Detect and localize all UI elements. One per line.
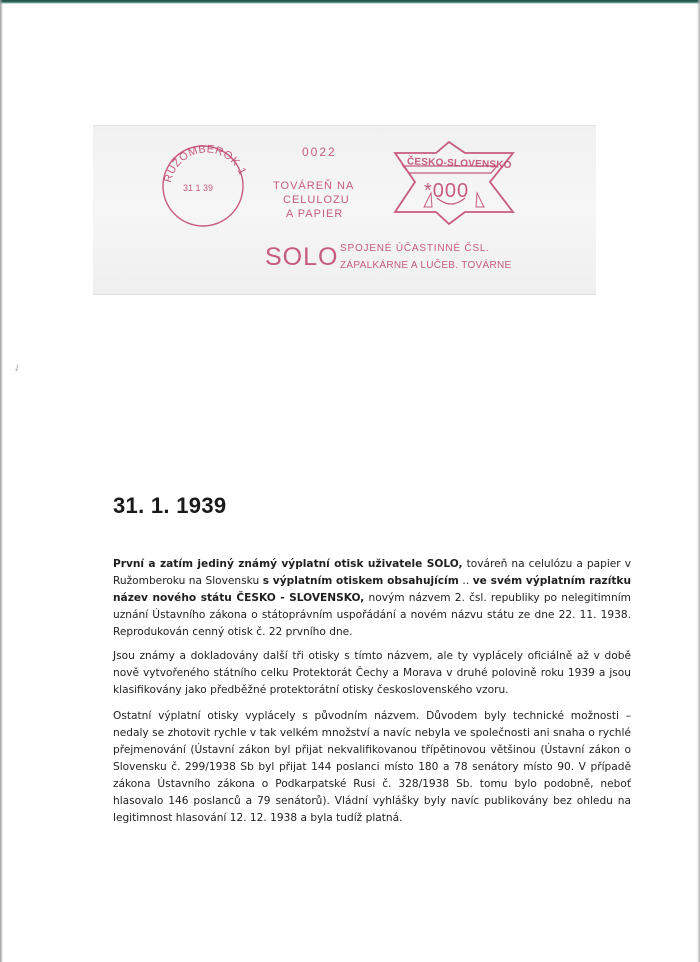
scan-mark: ✓ (12, 362, 24, 376)
factory-line-2: CELULOZU (283, 194, 350, 206)
postmark-date: 31 1 39 (183, 183, 214, 193)
scan-top-edge (0, 0, 700, 4)
p1-bold-state-name: ve svém výplatním razítku název nového státu ČESKO - SLOVENSKO, (113, 575, 631, 604)
paragraph-other-imprints: Jsou známy a dokladovány další tři otisky s tímto názvem, ale ty vyplácely oficiálně až v době nově vytvořeného státního celku Protektorát Čechy a Morava v druhé polovině roku 1939 a jsou klasifikovány jako předběžné protektorátní otisky československého vzoru. (113, 650, 631, 696)
meter-number: 0022 (302, 145, 337, 159)
stamp-value: *000 (424, 180, 470, 202)
meter-stamp-impression (93, 126, 596, 294)
postmark-town: RUŽOMBEROK 1 (162, 143, 249, 184)
p1-bold-intro: První a zatím jediný známý výplatní otisk uživatele SOLO, (113, 558, 463, 570)
paragraph-first-imprint (113, 556, 631, 641)
p1-rest-text: novým názvem 2. čsl. republiky po nelegitimním uznání Ústavního zákona o státoprávním uspořádání a novém názvu státu ze dne 22. 11. 1938. Reprodukován cenný otisk č. 22 prvního dne. (113, 592, 631, 638)
svg-text:RUŽOMBEROK 1 (162, 143, 248, 183)
stamp-country: ČESKO-SLOVENSKO (406, 156, 512, 172)
company-logo: SOLO (265, 243, 339, 271)
meter-stamp-strip (93, 125, 596, 295)
scan-left-edge (0, 0, 3, 962)
paragraph-original-name: Ostatní výplatní otisky vyplácely s původním názvem. Důvodem byly technické možnosti – nedaly se zhotovit rychle v tak velkém množství a navíc nebyla ve společnosti ani snaha o rychlé přejmenování (Ústavní zákon byl přijat nekvalifikovanou třípětinovou většinou (Ústavní zákon o Slovensku č. 299/1938 Sb byl přijat 144 poslanci místo 180 a 78 senátory místo 90. V případě zákona Ústavního zákona o Podkarpatské Rusi č. 328/1938 Sb. tomu bylo podobně, neboť hlasovalo 146 poslanců a 79 senátorů). Vládní vyhlášky byly navíc publikovány bez ohledu na legitimnost hlasování 12. 12. 1938 a byla tudíž platná. (113, 710, 631, 824)
factory-line-1: TOVÁREŇ NA (273, 180, 355, 192)
p1-user-text: továreň na celulózu a papier v Ružomberoku na Slovensku (113, 558, 631, 587)
company-line-1: SPOJENÉ ÚČASTINNÉ ČSL. (340, 243, 490, 254)
company-line-2: ZÁPALKÁRNE A LUČEB. TOVÁRNE (340, 260, 512, 271)
p1-bold-imprint: s výplatním otiskem obsahujícím (262, 575, 459, 587)
factory-line-3: A PAPIER (286, 208, 344, 220)
page-heading-date: 31. 1. 1939 (113, 493, 227, 518)
p1-dots: ‥ (458, 575, 473, 587)
